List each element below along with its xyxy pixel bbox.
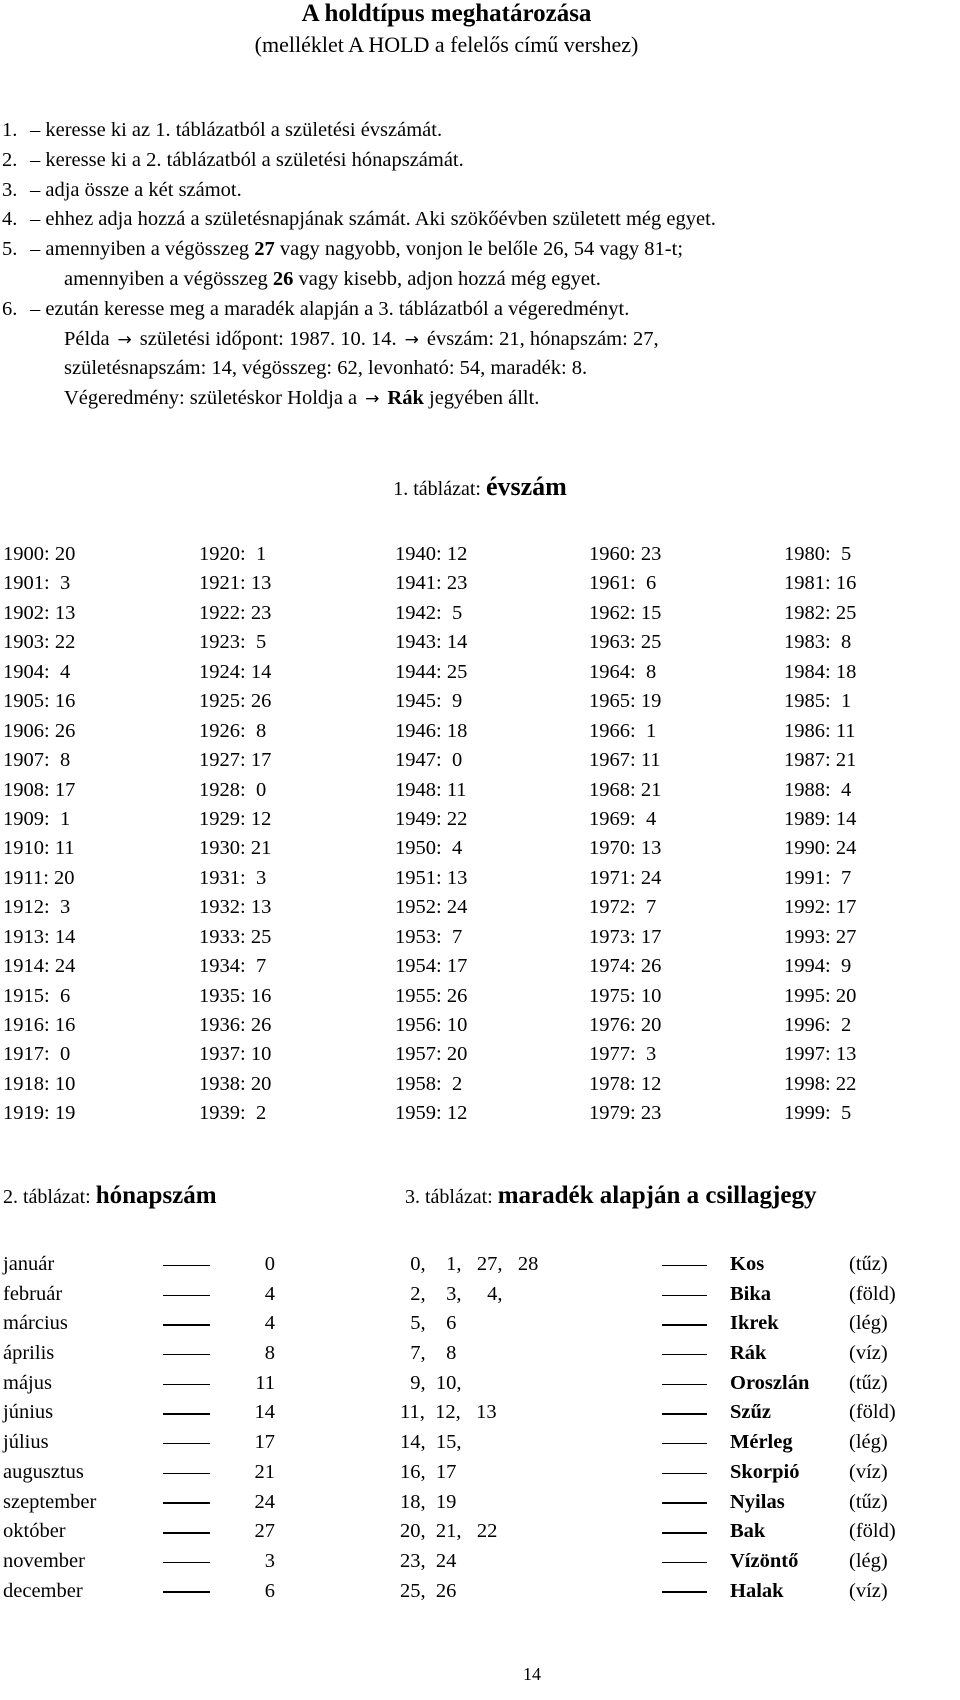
table-2-caption: 2. táblázat: hónapszám [3, 1182, 217, 1209]
element-label: (tűz) [849, 1371, 888, 1394]
table-3-caption: 3. táblázat: maradék alapján a csillagjegy [405, 1182, 817, 1209]
month-value: 6 [264, 1579, 275, 1602]
sign-row [400, 1577, 960, 1607]
year-cell: 1993: 27 [784, 925, 857, 948]
year-cell: 1933: 25 [199, 925, 272, 948]
year-cell: 1953: 7 [395, 925, 463, 948]
year-cell: 1905: 16 [3, 690, 76, 713]
year-cell: 1987: 21 [784, 749, 857, 772]
dash-rule [662, 1502, 707, 1504]
year-cell: 1915: 6 [3, 984, 71, 1007]
year-cell: 1990: 24 [784, 837, 857, 860]
dash-rule [163, 1562, 210, 1564]
year-cell: 1951: 13 [395, 866, 468, 889]
sign-row [400, 1398, 960, 1428]
year-cell: 1981: 16 [784, 572, 857, 595]
year-cell: 1979: 23 [589, 1102, 662, 1125]
year-cell: 1913: 14 [3, 925, 76, 948]
year-cell: 1927: 17 [199, 749, 272, 772]
year-cell: 1978: 12 [589, 1072, 662, 1095]
year-cell: 1984: 18 [784, 660, 857, 683]
arrow-right-icon: → [365, 389, 380, 410]
month-value: 24 [254, 1490, 275, 1513]
year-column [589, 540, 661, 1129]
year-cell: 1995: 20 [784, 984, 857, 1007]
year-cell: 1911: 20 [3, 866, 75, 889]
element-label: (víz) [849, 1579, 888, 1602]
sign-row [400, 1280, 960, 1310]
example-result: Végeredmény: születéskor Holdja a → Rák jegyében állt. [0, 384, 950, 414]
table-1-caption: 1. táblázat: évszám [393, 472, 567, 501]
year-cell: 1968: 21 [589, 778, 662, 801]
year-cell: 1989: 14 [784, 807, 857, 830]
month-row [0, 1369, 360, 1399]
year-cell: 1930: 21 [199, 837, 272, 860]
remainder-values: 23, 24 [400, 1549, 457, 1572]
dash-icon: – [30, 148, 46, 171]
month-value: 27 [254, 1520, 275, 1543]
dash-rule [662, 1473, 707, 1475]
year-cell: 1900: 20 [3, 543, 76, 565]
year-cell: 1948: 11 [395, 778, 467, 801]
year-cell: 1991: 7 [784, 866, 852, 889]
dash-rule [163, 1443, 210, 1445]
year-cell: 1962: 15 [589, 601, 662, 624]
remainder-values: 0, 1, 27, 28 [400, 1253, 539, 1275]
year-cell: 1952: 24 [395, 896, 468, 919]
year-cell: 1946: 18 [395, 719, 468, 742]
page-subtitle: (melléklet A HOLD a felelős című vershez) [254, 32, 639, 57]
remainder-values: 14, 15, [400, 1431, 462, 1454]
year-cell: 1977: 3 [589, 1043, 657, 1066]
instructions [0, 116, 950, 414]
month-name: december [3, 1579, 83, 1602]
year-cell: 1938: 20 [199, 1072, 272, 1095]
year-cell: 1940: 12 [395, 543, 468, 565]
sign-row [400, 1369, 960, 1399]
year-cell: 1919: 19 [3, 1102, 76, 1125]
element-label: (lég) [849, 1431, 888, 1454]
zodiac-sign: Mérleg [730, 1431, 793, 1454]
zodiac-sign: Skorpió [730, 1460, 800, 1483]
dash-rule [163, 1502, 210, 1504]
year-cell: 1957: 20 [395, 1043, 468, 1066]
zodiac-sign: Bika [730, 1282, 772, 1305]
month-row [0, 1517, 360, 1547]
element-label: (tűz) [849, 1253, 888, 1275]
year-cell: 1921: 13 [199, 572, 272, 595]
month-row [0, 1309, 360, 1339]
step-1: 1. – keresse ki az 1. táblázatból a születési évszámát. [2, 119, 443, 141]
sign-row [400, 1250, 960, 1280]
year-cell: 1998: 22 [784, 1072, 857, 1095]
year-column [784, 540, 856, 1129]
year-cell: 1912: 3 [3, 896, 71, 919]
dash-rule [662, 1532, 707, 1534]
remainder-values: 2, 3, 4, [400, 1282, 503, 1305]
year-cell: 1910: 11 [3, 837, 75, 860]
year-cell: 1972: 7 [589, 896, 657, 919]
year-cell: 1971: 24 [589, 866, 662, 889]
month-row [0, 1488, 360, 1518]
sign-row [400, 1488, 960, 1518]
year-cell: 1906: 26 [3, 719, 76, 742]
zodiac-sign: Szűz [730, 1401, 771, 1424]
remainder-values: 18, 19 [400, 1490, 457, 1513]
month-name: augusztus [3, 1460, 84, 1483]
year-cell: 1986: 11 [784, 719, 856, 742]
year-cell: 1931: 3 [199, 866, 267, 889]
year-cell: 1903: 22 [3, 631, 76, 654]
zodiac-sign: Bak [730, 1520, 766, 1543]
dash-rule [163, 1324, 210, 1326]
month-value: 11 [255, 1371, 275, 1394]
element-label: (föld) [849, 1282, 896, 1305]
zodiac-sign: Rák [730, 1342, 767, 1365]
month-row [0, 1280, 360, 1310]
step-6: 6. – ezután keresse meg a maradék alapján a 3. táblázatból a végeredményt. [2, 297, 630, 320]
sign-row [400, 1458, 960, 1488]
sign-row [400, 1339, 960, 1369]
arrow-right-icon: → [404, 329, 419, 350]
year-cell: 1958: 2 [395, 1072, 463, 1095]
year-cell: 1920: 1 [199, 543, 267, 565]
dash-rule [662, 1413, 707, 1415]
sign-row [400, 1547, 960, 1577]
year-cell: 1969: 4 [589, 807, 657, 830]
month-value: 3 [264, 1549, 275, 1572]
month-row [0, 1428, 360, 1458]
dash-rule [163, 1295, 210, 1297]
zodiac-sign: Nyilas [730, 1490, 785, 1513]
dash-rule [662, 1265, 707, 1267]
year-cell: 1985: 1 [784, 690, 852, 713]
year-cell: 1942: 5 [395, 601, 463, 624]
month-name: február [3, 1282, 63, 1305]
remainder-values: 11, 12, 13 [400, 1401, 497, 1424]
year-cell: 1902: 13 [3, 601, 76, 624]
year-cell: 1983: 8 [784, 631, 852, 654]
year-cell: 1975: 10 [589, 984, 662, 1007]
year-cell: 1907: 8 [3, 749, 71, 772]
dash-rule [662, 1443, 707, 1445]
year-cell: 1964: 8 [589, 660, 657, 683]
dash-rule [163, 1384, 210, 1386]
step-2: 2. – keresse ki a 2. táblázatból a születési hónapszámát. [2, 148, 464, 171]
dash-icon: – [30, 208, 46, 231]
element-label: (víz) [849, 1342, 888, 1365]
example-line-1: Példa → születési időpont: 1987. 10. 14. → évszám: 21, hónapszám: 27, [0, 325, 950, 355]
year-cell: 1945: 9 [395, 690, 463, 713]
year-cell: 1936: 26 [199, 1014, 272, 1036]
month-row [0, 1458, 360, 1488]
year-cell: 1954: 17 [395, 955, 468, 978]
zodiac-sign: Vízöntő [730, 1549, 799, 1572]
year-cell: 1935: 16 [199, 984, 272, 1007]
dash-rule [163, 1265, 210, 1267]
element-label: (tűz) [849, 1490, 888, 1513]
year-cell: 1992: 17 [784, 896, 857, 919]
year-cell: 1994: 9 [784, 955, 852, 978]
step-4: 4. – ehhez adja hozzá a születésnapjának számát. Aki szökőévben született még egyet. [2, 208, 716, 231]
step-5: 5. – amennyiben a végösszeg 27 vagy nagyobb, vonjon le belőle 26, 54 vagy 81-t; [2, 238, 684, 261]
month-row [0, 1577, 360, 1607]
year-cell: 1926: 8 [199, 719, 267, 742]
dash-rule [163, 1591, 210, 1593]
year-column [3, 540, 75, 1129]
year-cell: 1917: 0 [3, 1043, 71, 1066]
dash-icon: – [30, 178, 46, 201]
month-value: 21 [254, 1460, 275, 1483]
year-cell: 1908: 17 [3, 778, 76, 801]
month-value: 4 [264, 1282, 275, 1305]
dash-rule [163, 1532, 210, 1534]
year-cell: 1997: 13 [784, 1043, 857, 1066]
year-cell: 1929: 12 [199, 807, 272, 830]
example-line-2: születésnapszám: 14, végösszeg: 62, levonható: 54, maradék: 8. [64, 357, 588, 380]
year-cell: 1976: 20 [589, 1014, 662, 1036]
zodiac-sign: Halak [730, 1579, 784, 1602]
month-row [0, 1547, 360, 1577]
year-cell: 1970: 13 [589, 837, 662, 860]
dash-rule [662, 1591, 707, 1593]
zodiac-sign: Kos [730, 1253, 765, 1275]
dash-icon: – [30, 119, 46, 141]
step-5-continued: amennyiben a végösszeg 26 vagy kisebb, adjon hozzá még egyet. [64, 267, 601, 290]
month-name: június [3, 1401, 54, 1424]
remainder-values: 9, 10, [400, 1371, 462, 1394]
year-cell: 1961: 6 [589, 572, 657, 595]
sign-row [400, 1517, 960, 1547]
year-cell: 1956: 10 [395, 1014, 468, 1036]
year-cell: 1924: 14 [199, 660, 272, 683]
dash-rule [662, 1384, 707, 1386]
remainder-values: 16, 17 [400, 1460, 457, 1483]
dash-icon: – [30, 238, 46, 261]
month-row [0, 1398, 360, 1428]
month-name: szeptember [3, 1490, 97, 1513]
page-title: A holdtípus meghatározása [301, 0, 592, 27]
year-cell: 1922: 23 [199, 601, 272, 624]
year-cell: 1937: 10 [199, 1043, 272, 1066]
dash-rule [163, 1413, 210, 1415]
dash-rule [163, 1473, 210, 1475]
year-cell: 1909: 1 [3, 807, 71, 830]
element-label: (lég) [849, 1549, 888, 1572]
month-value: 14 [254, 1401, 275, 1424]
month-row [0, 1339, 360, 1369]
year-cell: 1955: 26 [395, 984, 468, 1007]
remainder-values: 25, 26 [400, 1579, 457, 1602]
year-cell: 1944: 25 [395, 660, 468, 683]
remainder-values: 5, 6 [400, 1312, 457, 1335]
year-cell: 1967: 11 [589, 749, 661, 772]
dash-rule [662, 1295, 707, 1297]
year-cell: 1932: 13 [199, 896, 272, 919]
year-cell: 1923: 5 [199, 631, 267, 654]
year-cell: 1916: 16 [3, 1014, 76, 1036]
year-cell: 1914: 24 [3, 955, 76, 978]
element-label: (föld) [849, 1401, 896, 1424]
year-cell: 1918: 10 [3, 1072, 76, 1095]
year-cell: 1943: 14 [395, 631, 468, 654]
element-label: (lég) [849, 1312, 888, 1335]
page-number: 14 [523, 1664, 541, 1684]
sign-row [400, 1309, 960, 1339]
year-cell: 1925: 26 [199, 690, 272, 713]
year-cell: 1980: 5 [784, 543, 852, 565]
month-name: október [3, 1520, 66, 1543]
year-cell: 1939: 2 [199, 1102, 267, 1125]
month-value: 4 [264, 1312, 275, 1335]
month-value: 0 [264, 1253, 275, 1275]
table-3-signs [400, 1250, 960, 1606]
month-name: május [3, 1371, 52, 1394]
year-column [199, 540, 271, 1129]
year-cell: 1959: 12 [395, 1102, 468, 1125]
arrow-right-icon: → [117, 329, 132, 350]
month-value: 8 [264, 1342, 275, 1365]
year-cell: 1963: 25 [589, 631, 662, 654]
year-cell: 1960: 23 [589, 543, 662, 565]
year-cell: 1949: 22 [395, 807, 468, 830]
dash-rule [662, 1324, 707, 1326]
dash-rule [163, 1354, 210, 1356]
year-cell: 1934: 7 [199, 955, 267, 978]
element-label: (víz) [849, 1460, 888, 1483]
remainder-values: 7, 8 [400, 1342, 457, 1365]
table-2-months [0, 1250, 360, 1606]
year-cell: 1965: 19 [589, 690, 662, 713]
year-cell: 1966: 1 [589, 719, 657, 742]
dash-rule [662, 1562, 707, 1564]
year-cell: 1950: 4 [395, 837, 463, 860]
year-cell: 1982: 25 [784, 601, 857, 624]
month-name: január [3, 1253, 55, 1275]
year-cell: 1901: 3 [3, 572, 71, 595]
year-cell: 1973: 17 [589, 925, 662, 948]
remainder-values: 20, 21, 22 [400, 1520, 498, 1543]
month-name: március [3, 1312, 68, 1335]
dash-rule [662, 1354, 707, 1356]
element-label: (föld) [849, 1520, 896, 1543]
year-cell: 1988: 4 [784, 778, 852, 801]
step-3: 3. – adja össze a két számot. [2, 178, 242, 201]
year-cell: 1999: 5 [784, 1102, 852, 1125]
year-column [395, 540, 467, 1129]
month-name: november [3, 1549, 85, 1572]
year-cell: 1996: 2 [784, 1014, 852, 1036]
year-cell: 1928: 0 [199, 778, 267, 801]
zodiac-sign: Oroszlán [730, 1371, 810, 1394]
month-row [0, 1250, 360, 1280]
month-name: július [3, 1431, 49, 1454]
year-cell: 1947: 0 [395, 749, 463, 772]
month-value: 17 [254, 1431, 275, 1454]
year-cell: 1974: 26 [589, 955, 662, 978]
sign-row [400, 1428, 960, 1458]
dash-icon: – [30, 297, 46, 320]
zodiac-sign: Ikrek [730, 1312, 779, 1335]
month-name: április [3, 1342, 55, 1365]
year-cell: 1904: 4 [3, 660, 71, 683]
year-cell: 1941: 23 [395, 572, 468, 595]
